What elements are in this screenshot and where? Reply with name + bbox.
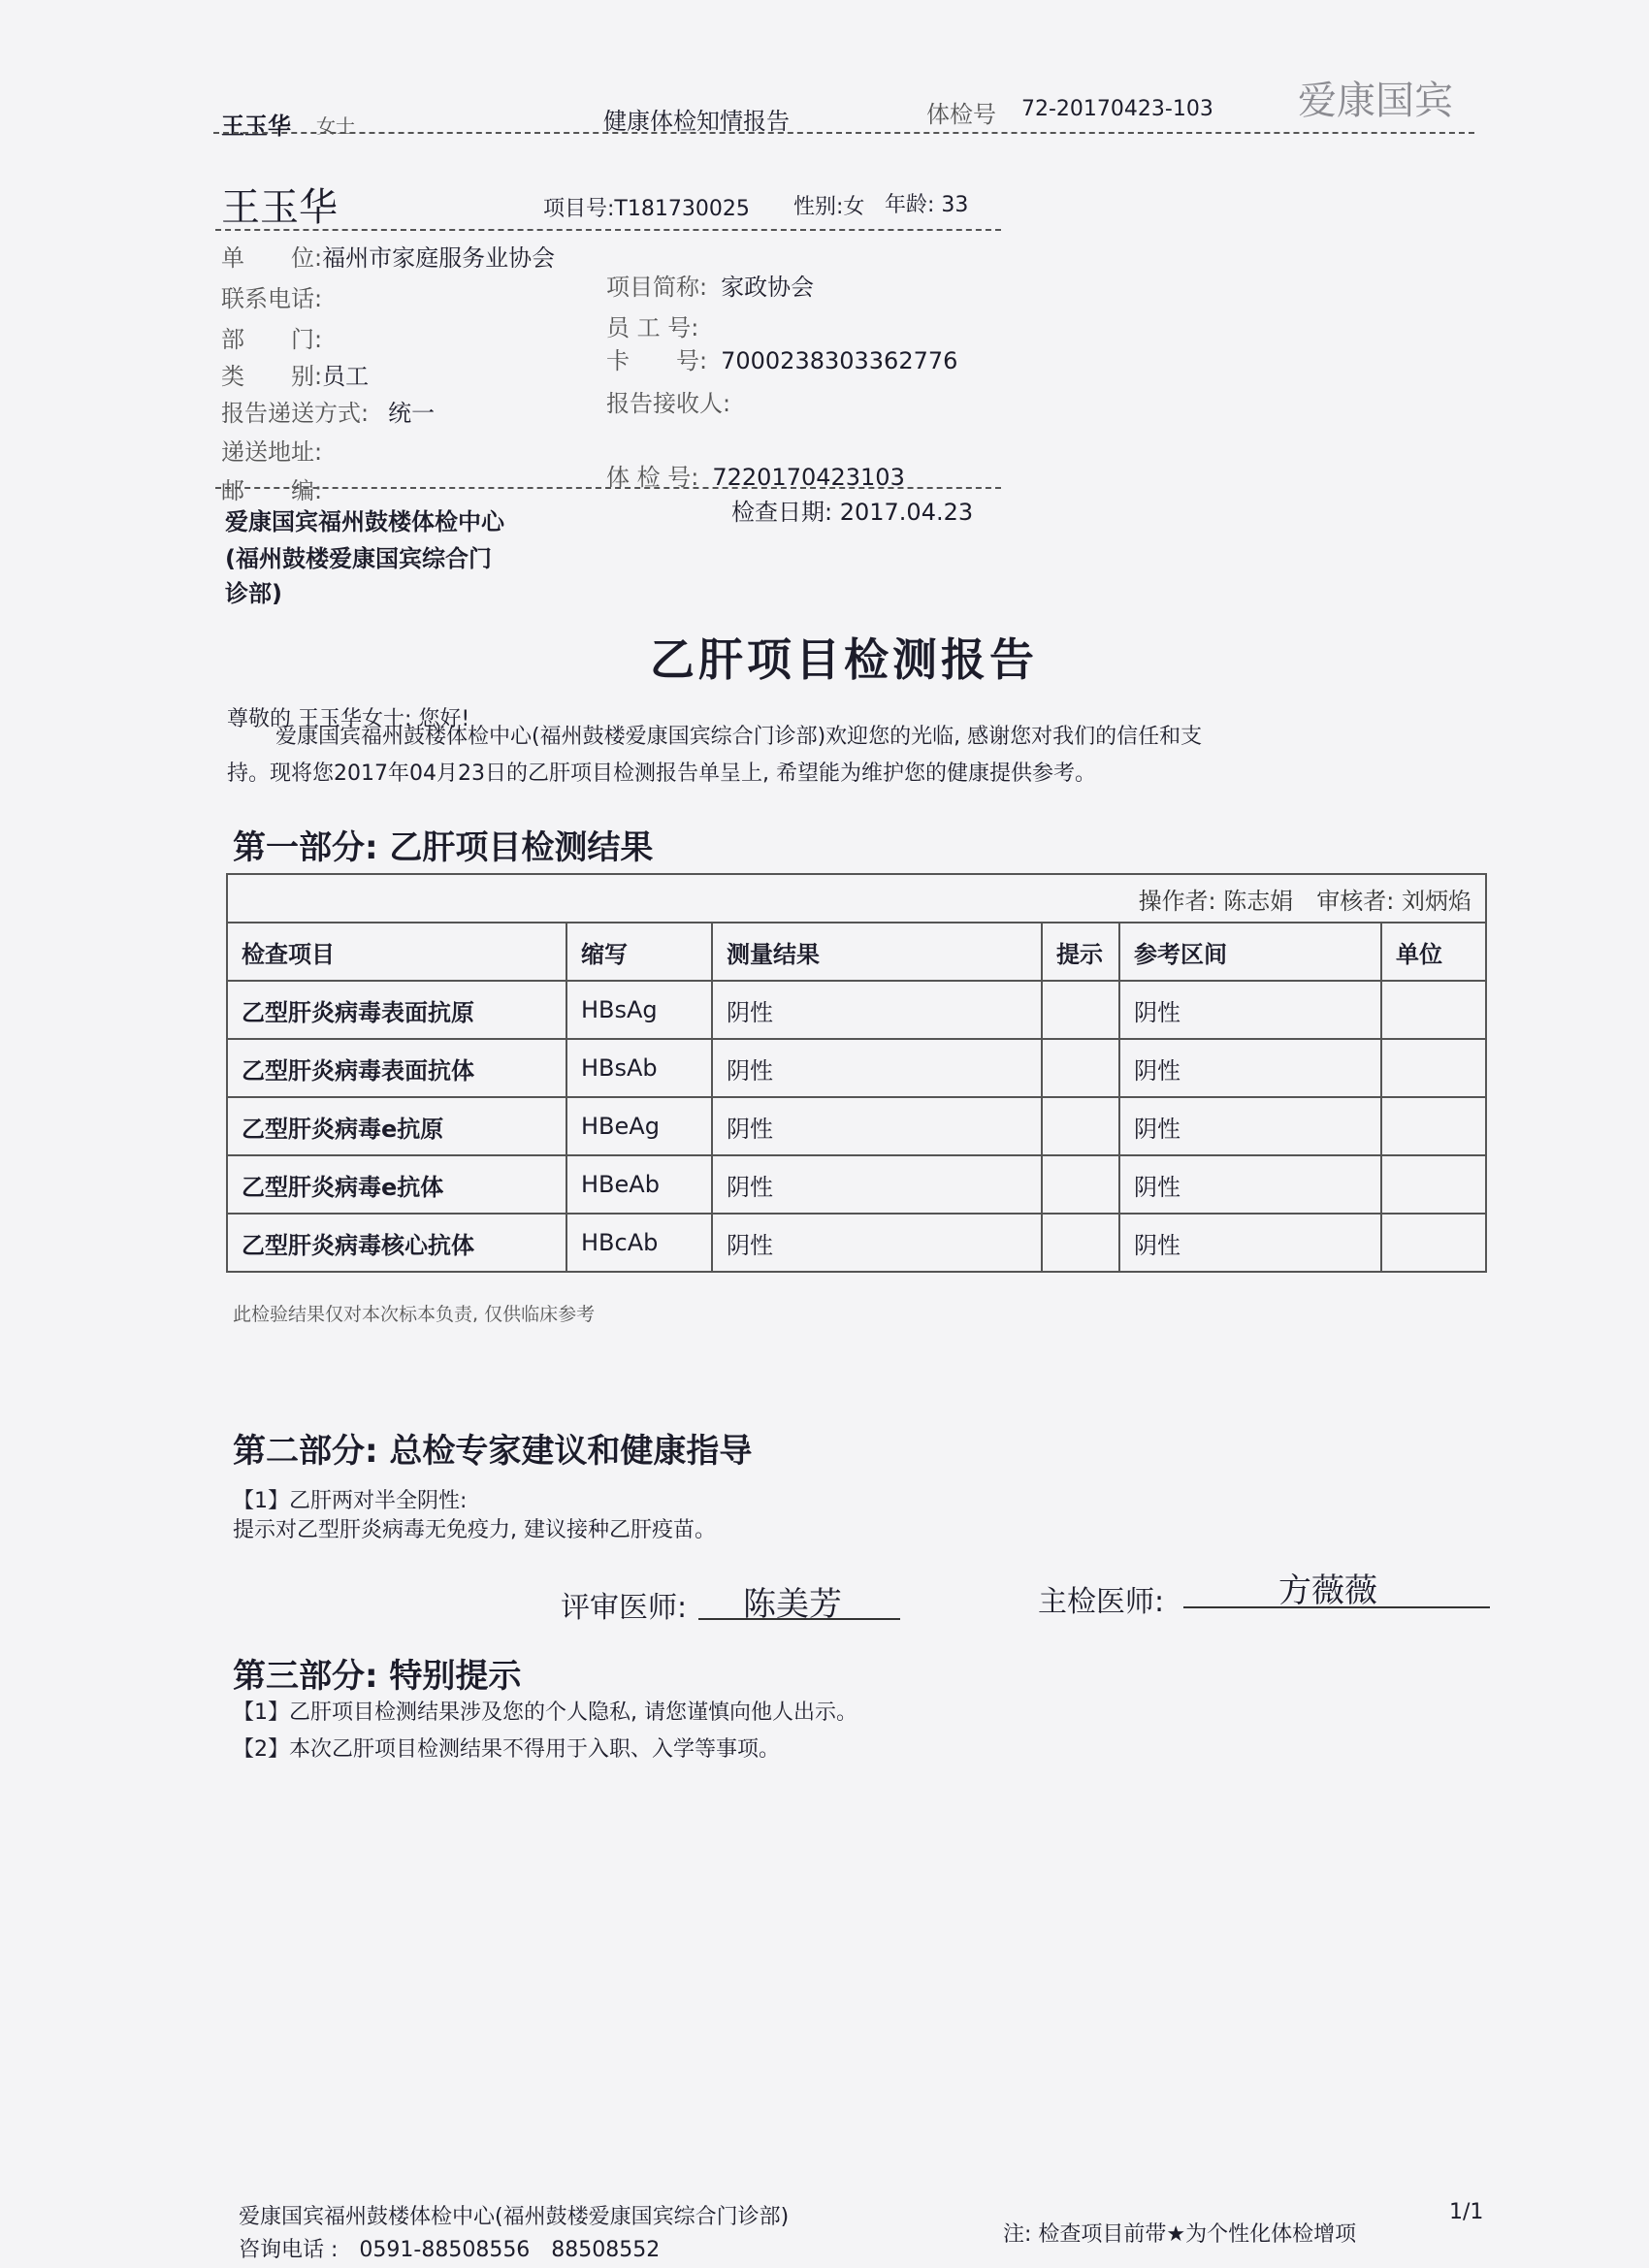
table-row (227, 1155, 1486, 1214)
cell-item: 乙型肝炎病毒表面抗原 (227, 981, 566, 1039)
info-label: 员 工 号: (606, 314, 699, 341)
info-report-recipient (606, 384, 730, 418)
info-value: 福州市家庭服务业协会 (322, 244, 556, 272)
special-note: 【2】本次乙肝项目检测结果不得用于入职、入学等事项。 (233, 1737, 780, 1762)
footer-center-name: 爱康国宾福州鼓楼体检中心(福州鼓楼爱康国宾综合门诊部) (239, 2205, 790, 2229)
document-title: 健康体检知情报告 (603, 108, 790, 135)
part3-title: 第三部分: 特别提示 (233, 1657, 522, 1696)
info-label: 邮 编: (221, 477, 323, 504)
cell-unit (1381, 1039, 1486, 1097)
info-unit (221, 239, 555, 273)
header-salutation: 女士 (316, 114, 355, 138)
info-value: 员工 (322, 363, 370, 390)
info-label: 单 位: (221, 244, 323, 272)
info-value: 7000238303362776 (721, 347, 958, 374)
cell-result: 阴性 (712, 1097, 1042, 1155)
patient-divider (215, 229, 1001, 231)
info-project-abbr (606, 268, 814, 302)
cell-unit (1381, 1214, 1486, 1272)
column-header: 提示 (1042, 923, 1119, 981)
center-name: 爱康国宾福州鼓楼体检中心 (225, 508, 504, 535)
cell-reference: 阴性 (1119, 1039, 1381, 1097)
info-phone (221, 279, 322, 313)
cell-abbr: HBeAb (566, 1155, 712, 1214)
cell-abbr: HBsAb (566, 1039, 712, 1097)
info-value: 7220170423103 (712, 464, 905, 491)
info-department (221, 320, 322, 354)
results-disclaimer: 此检验结果仅对本次标本负责, 仅供临床参考 (233, 1304, 596, 1325)
info-value: 统一 (388, 400, 436, 427)
header-name: 王玉华 (221, 113, 291, 140)
info-label: 递送地址: (221, 438, 323, 466)
cell-item: 乙型肝炎病毒e抗原 (227, 1097, 566, 1155)
cell-item: 乙型肝炎病毒核心抗体 (227, 1214, 566, 1272)
report-title: 乙肝项目检测报告 (650, 633, 1038, 686)
info-value: 家政协会 (721, 274, 815, 301)
header-divider (213, 132, 1474, 134)
table-row (227, 981, 1486, 1039)
cell-unit (1381, 1097, 1486, 1155)
column-header: 检查项目 (227, 923, 566, 981)
info-label: 类 别: (221, 363, 323, 390)
table-row (227, 1039, 1486, 1097)
cell-hint (1042, 981, 1119, 1039)
greeting-line: 爱康国宾福州鼓楼体检中心(福州鼓楼爱康国宾综合门诊部)欢迎您的光临, 感谢您对我们的信任和支 (275, 725, 1203, 749)
operator-row (227, 874, 1486, 923)
cell-reference: 阴性 (1119, 1214, 1381, 1272)
cell-result: 阴性 (712, 981, 1042, 1039)
greeting-line: 尊敬的 王玉华女士: 您好! (227, 707, 470, 731)
page-number: 1/1 (1449, 2200, 1484, 2224)
info-divider (215, 487, 1001, 489)
cell-unit (1381, 1155, 1486, 1214)
cell-hint (1042, 1039, 1119, 1097)
cell-unit (1381, 981, 1486, 1039)
info-label: 报告递送方式: (221, 400, 370, 427)
info-label: 体 检 号: (606, 464, 699, 491)
table-row (227, 1214, 1486, 1272)
advice-detail: 提示对乙型肝炎病毒无免疫力, 建议接种乙肝疫苗。 (233, 1518, 716, 1542)
cell-result: 阴性 (712, 1214, 1042, 1272)
column-header: 测量结果 (712, 923, 1042, 981)
chief-signature: 方薇薇 (1278, 1571, 1377, 1610)
patient-age: 年龄: 33 (885, 193, 969, 217)
info-label: 卡 号: (606, 347, 708, 374)
table-header-row (227, 923, 1486, 981)
greeting-line: 持。现将您2017年04月23日的乙肝项目检测报告单呈上, 希望能为维护您的健康提供参考。 (227, 761, 1096, 786)
cell-hint (1042, 1097, 1119, 1155)
exam-number-label: 体检号 (926, 101, 996, 128)
column-header: 单位 (1381, 923, 1486, 981)
brand-logo: 爱康国宾 (1298, 79, 1453, 123)
cell-result: 阴性 (712, 1155, 1042, 1214)
cell-hint (1042, 1155, 1119, 1214)
info-label: 报告接收人: (606, 390, 731, 417)
table-row (227, 1097, 1486, 1155)
cell-reference: 阴性 (1119, 1097, 1381, 1155)
chief-physician-label: 主检医师: (1038, 1585, 1165, 1619)
cell-abbr: HBsAg (566, 981, 712, 1039)
patient-gender: 性别:女 (793, 195, 865, 219)
exam-date: 检查日期: 2017.04.23 (731, 499, 974, 526)
info-delivery-method (221, 394, 435, 428)
column-header: 参考区间 (1119, 923, 1381, 981)
cell-reference: 阴性 (1119, 1155, 1381, 1214)
info-card-number (606, 341, 957, 375)
info-label: 项目简称: (606, 274, 708, 301)
reviewer-signature: 陈美芳 (743, 1585, 842, 1624)
info-category (221, 357, 369, 391)
advice-item: 【1】乙肝两对半全阴性: (233, 1489, 468, 1513)
part1-title: 第一部分: 乙肝项目检测结果 (233, 828, 654, 867)
project-number: 项目号:T181730025 (543, 197, 750, 221)
cell-hint (1042, 1214, 1119, 1272)
cell-abbr: HBcAb (566, 1214, 712, 1272)
info-label: 部 门: (221, 326, 323, 353)
center-name-line2: (福州鼓楼爱康国宾综合门 (225, 545, 492, 572)
reviewer-label: 评审医师: (561, 1591, 688, 1625)
patient-name: 王玉华 (221, 185, 338, 230)
footer-phone: 咨询电话 : 0591-88508556 88508552 (239, 2238, 661, 2262)
results-table (226, 873, 1487, 1273)
cell-item: 乙型肝炎病毒e抗体 (227, 1155, 566, 1214)
operator-info: 操作者: 陈志娟 审核者: 刘炳焰 (227, 874, 1486, 923)
center-name-line3: 诊部) (225, 580, 282, 607)
info-employee-number (606, 308, 698, 342)
column-header: 缩写 (566, 923, 712, 981)
info-delivery-address (221, 433, 322, 467)
special-note: 【1】乙肝项目检测结果涉及您的个人隐私, 请您谨慎向他人出示。 (233, 1701, 857, 1725)
footer-note: 注: 检查项目前带★为个性化体检增项 (1003, 2222, 1357, 2247)
cell-abbr: HBeAg (566, 1097, 712, 1155)
part2-title: 第二部分: 总检专家建议和健康指导 (233, 1432, 753, 1471)
exam-number: 72-20170423-103 (1021, 97, 1213, 121)
cell-reference: 阴性 (1119, 981, 1381, 1039)
cell-result: 阴性 (712, 1039, 1042, 1097)
cell-item: 乙型肝炎病毒表面抗体 (227, 1039, 566, 1097)
info-label: 联系电话: (221, 285, 323, 312)
